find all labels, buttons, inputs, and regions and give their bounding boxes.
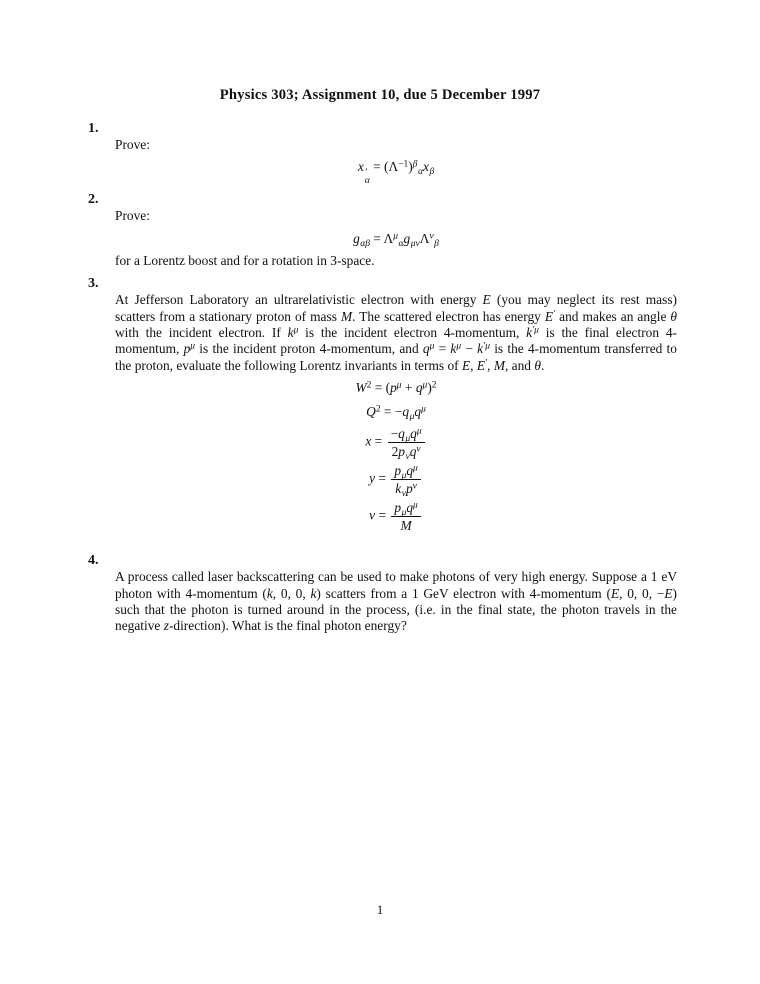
equation-display-x: x = $-q_\mu q^\mu$ $2p_\nu q^\nu$ — [115, 426, 677, 459]
problem-text: A process called laser backscattering can be used to make photons of very high energy. Suppose a 1 eV photon with 4-momentum (k, 0, 0, k) scatters from a 1 GeV electron with 4-momentum (E, 0, 0, −E) such that the photon is turned around in the process, (i.e. in the final state, the photon travels in the negative z-direction). What is the final photon energy? — [115, 569, 677, 634]
problem-number: 3. — [88, 276, 99, 292]
problem-number: 1. — [88, 121, 99, 136]
page-number: 1 — [376, 902, 384, 917]
equation-display-q2: $Q^2 = -q_\mu q^\mu$ — [366, 404, 426, 423]
problem-body — [115, 137, 677, 185]
problem-outro: for a Lorentz boost and for a rotation in 3-space. — [115, 252, 375, 268]
problem-4 — [88, 552, 677, 635]
problem-2 — [88, 191, 677, 269]
problem-list — [88, 120, 677, 635]
equation-display-y: y = $p_\mu q^\mu$ $k_\nu p^\nu$ — [115, 463, 677, 496]
equation-display: $g_{\alpha\beta} = \Lambda^\mu_\alpha g_{\mu\nu}\Lambda^\nu_\beta$ — [353, 230, 439, 249]
problem-number: 2. — [88, 192, 99, 208]
problem-body — [115, 569, 677, 635]
equation-display-w2: $W^2 = (p^\mu + q^\mu)^2$ — [355, 380, 437, 396]
problem-body — [115, 208, 677, 269]
problem-number: 4. — [88, 553, 99, 569]
problem-intro: Prove: — [115, 137, 150, 152]
problem-intro: Prove: — [115, 208, 150, 224]
page-title: Physics 303; Assignment 10, due 5 December 1997 — [219, 87, 541, 103]
problem-3 — [88, 275, 677, 533]
problem-1 — [88, 120, 677, 185]
equation-display: x ′ α = $(\Lambda^{-1})^\beta_\alpha x_\beta$ — [357, 159, 435, 187]
equation-display-nu: ν = $p_\mu q^\mu$ M — [115, 500, 677, 533]
problem-text: At Jefferson Laboratory an ultrarelativistic electron with energy E (you may neglect its rest mass) scatters from a stationary proton of mass M. The scattered electron has energy E′ and makes an angle θ with the incident electron. If $k^\mu$ is the incident electron 4-momentum, $k^{'\mu}$ is the final electron 4-momentum, $p^\mu$ is the incident proton 4-momentum, and $q^\mu = k^\mu - k^{'\mu}$ is the 4-momentum transferred to the proton, evaluate the following Lorentz invariants in terms of E, E′, M, and θ. — [115, 292, 677, 373]
problem-body — [115, 292, 677, 533]
